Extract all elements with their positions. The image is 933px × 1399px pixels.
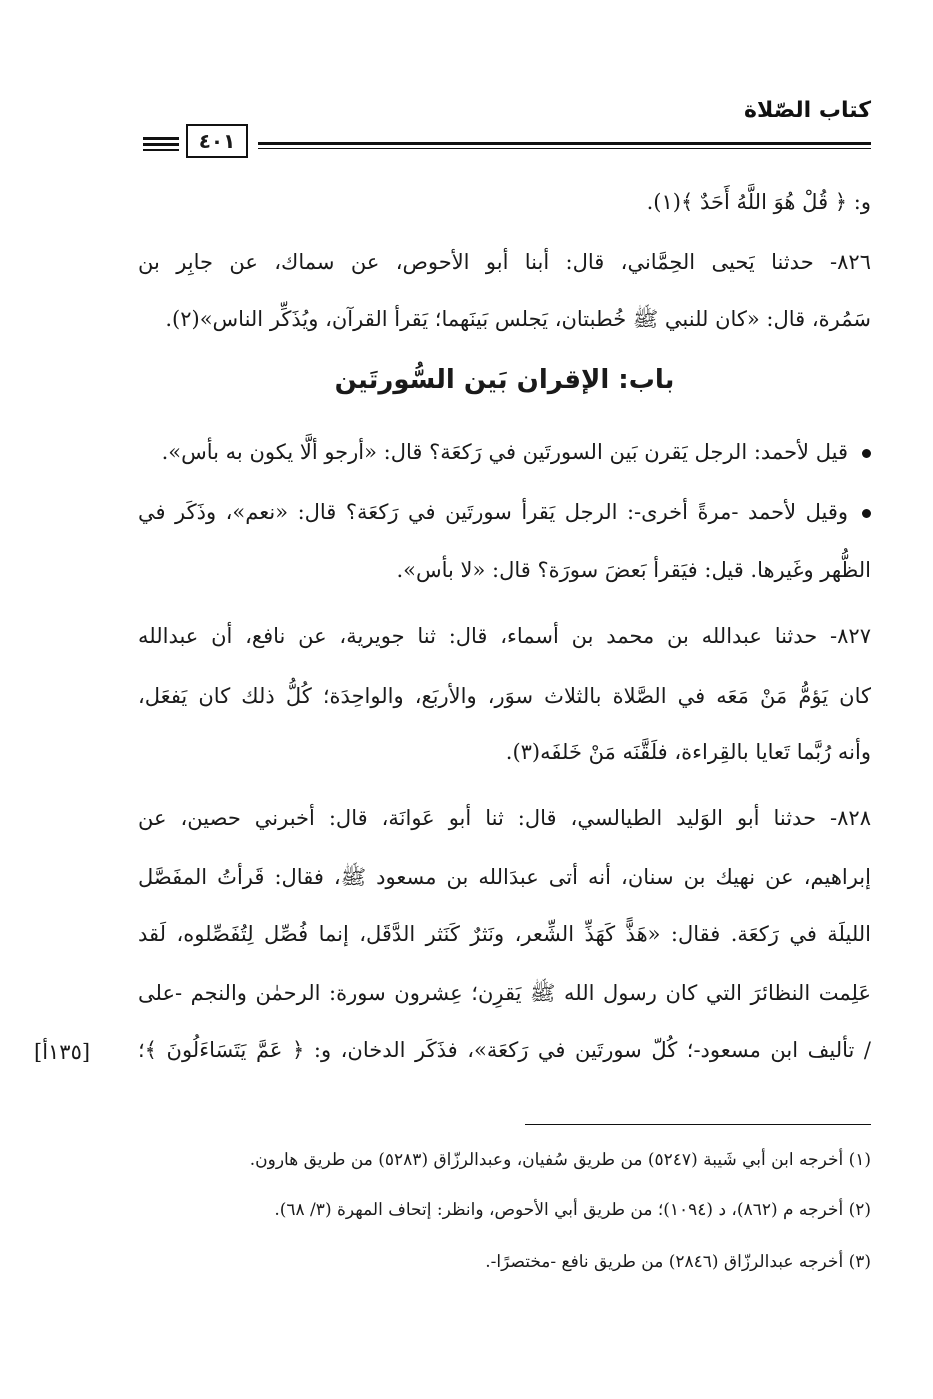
hadith-826-line-2: سَمُرة، قال: «كان للنبي ﷺ خُطبتان، يَجلس بَينَهما؛ يَقرأ القرآن، ويُذَكِّر الناس»(٢). xyxy=(165,307,871,331)
hadith-826-line-1: ٨٢٦- حدثنا يَحيى الحِمَّاني، قال: أبنا أبو الأحوص، عن سماك، عن جابِر بن xyxy=(138,250,871,274)
bullet-icon xyxy=(862,449,871,458)
hadith-828-line-5: / تأليف ابن مسعود-؛ كُلّ سورتَين في رَكعَة»، فذَكَر الدخان، و: ﴿ عَمَّ يَتَسَاءَلُونَ ﴾؛ xyxy=(138,1038,871,1062)
hadith-828-line-3: الليلَة في رَكعَة. فقال: «هَذًّ كَهَذِّ الشِّعر، ونَثرٌ كَنَثر الدَّقَل، إنما فُصِّل لِتُفَصِّلوه، لَقد xyxy=(138,922,871,946)
verse-line: و: ﴿ قُلْ هُوَ اللَّهُ أَحَدٌ ﴾(١). xyxy=(646,190,871,214)
hadith-828-line-2: إبراهيم، عن نهيك بن سنان، أنه أتى عبدَالله بن مسعود ﷺ، فقال: قَرأتُ المفَصَّل xyxy=(138,865,871,889)
footnote-1: (١) أخرجه ابن أبي شَيبة (٥٢٤٧) من طريق سُفيان، وعبدالرزّاق (٥٢٨٣) من طريق هارون. xyxy=(249,1150,871,1170)
header-rule xyxy=(258,142,871,145)
header-ornament-bar xyxy=(143,149,179,151)
running-title: كتاب الصّلاة xyxy=(744,98,871,123)
hadith-827-line-3: وأنه رُبَّما تَعايا بالقِراءة، فلَقَّنَه مَنْ خَلفَه(٣). xyxy=(505,740,871,764)
header-ornament-bar xyxy=(143,143,179,146)
bullet-icon xyxy=(862,509,871,518)
bullet-item-1 xyxy=(138,440,871,464)
hadith-827-line-2: كان يَؤمُّ مَنْ مَعَه في الصَّلاة بالثلاث سوَر، والأربَع، والواحِدَة؛ كُلُّ ذلك كان يَفعَل، xyxy=(138,684,871,708)
hadith-827-line-1: ٨٢٧- حدثنا عبدالله بن محمد بن أسماء، قال: ثنا جويرية، عن نافع، أن عبدالله xyxy=(138,624,871,648)
header-rule-thin xyxy=(258,148,871,149)
chapter-heading: باب: الإقران بَين السُّورتَين xyxy=(334,365,675,395)
manuscript-folio-marker: [١٣٥أ] xyxy=(34,1040,91,1064)
hadith-828-line-1: ٨٢٨- حدثنا أبو الوَليد الطيالسي، قال: ثنا أبو عَوانَة، قال: أخبرني حصين، عن xyxy=(138,806,871,830)
footnote-3: (٣) أخرجه عبدالرزّاق (٢٨٤٦) من طريق نافع -مختصرًا-. xyxy=(485,1252,871,1272)
bullet-item-1-text: قيل لأحمد: الرجل يَقرن بَين السورتَين في رَكعَة؟ قال: «أرجو ألَّا يكون به بأس». xyxy=(161,440,848,464)
header-ornament-bar xyxy=(143,137,179,140)
bullet-item-2-text: وقيل لأحمد -مرةً أخرى-: الرجل يَقرأ سورتَين في رَكعَة؟ قال: «نعم»، وذَكَر في xyxy=(138,500,848,524)
page-number: ٤٠١ xyxy=(186,124,248,158)
bullet-item-2-line-2: الظُّهر وغَيرها. قيل: فيَقرأ بَعضَ سورَة؟ قال: «لا بأس». xyxy=(396,558,871,582)
bullet-item-2 xyxy=(138,500,871,524)
footnote-separator xyxy=(525,1124,871,1125)
footnote-2: (٢) أخرجه م (٨٦٢)، د (١٠٩٤)؛ من طريق أبي الأحوص، وانظر: إتحاف المهرة (٣/ ٦٨). xyxy=(274,1200,871,1220)
hadith-828-line-4: عَلِمت النظائرَ التي كان رسول الله ﷺ يَقرِن؛ عِشرون سورة: الرحمٰن والنجم -على xyxy=(138,981,871,1005)
